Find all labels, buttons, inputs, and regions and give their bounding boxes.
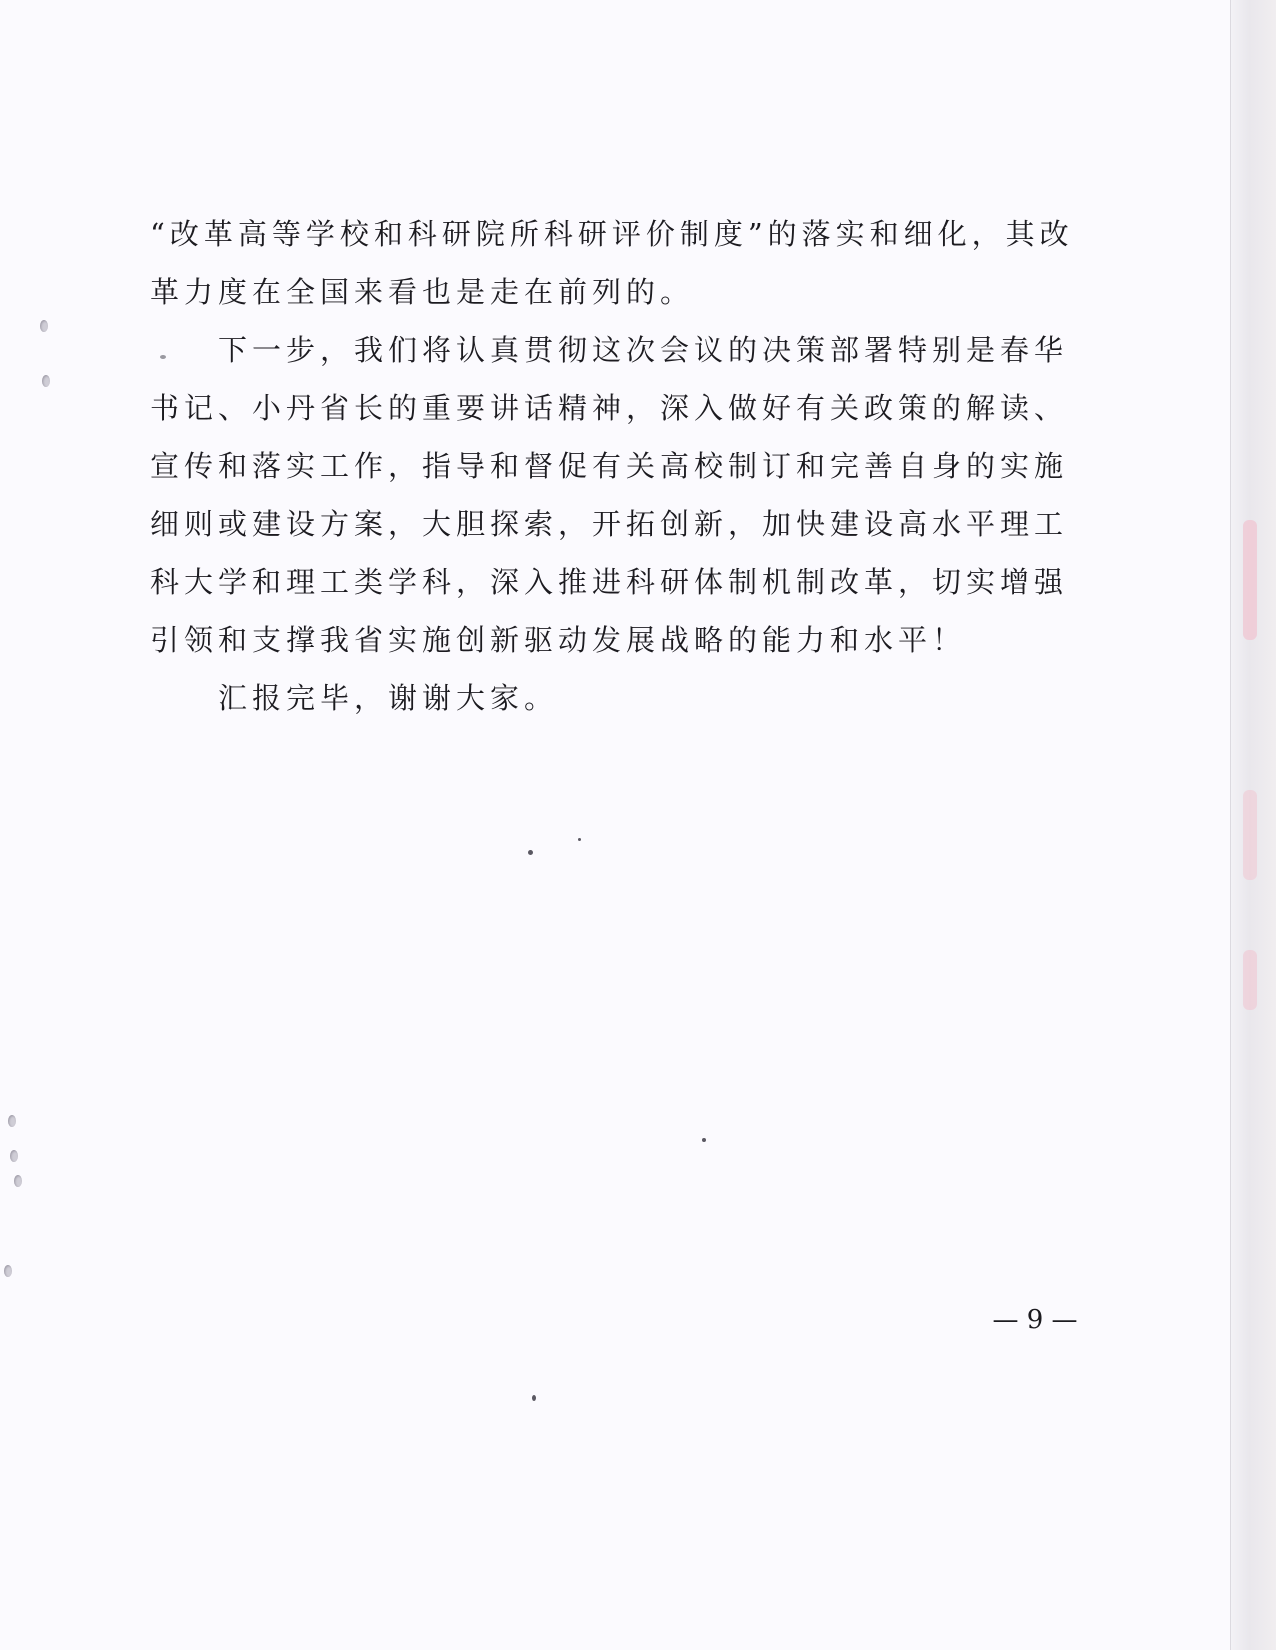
binding-hole xyxy=(10,1150,18,1162)
scan-speck xyxy=(528,850,533,855)
scan-speck xyxy=(532,1395,536,1401)
binding-hole xyxy=(42,375,50,387)
scan-speck xyxy=(578,838,581,841)
binding-hole xyxy=(40,320,48,332)
edge-stain xyxy=(1243,790,1257,880)
binding-hole xyxy=(4,1265,12,1277)
document-body xyxy=(150,205,1080,727)
paragraph-continuation: “改革高等学校和科研院所科研评价制度”的落实和细化，其改革力度在全国来看也是走在前列的。 xyxy=(150,217,1074,309)
edge-stain xyxy=(1243,950,1257,1010)
paragraph-next-steps: 下一步，我们将认真贯彻这次会议的决策部署特别是春华书记、小丹省长的重要讲话精神，深入做好有关政策的解读、宣传和落实工作，指导和督促有关高校制订和完善自身的实施细则或建设方案，大胆探索，开拓创新，加快建设高水平理工科大学和理工类学科，深入推进科研体制机制改革，切实增强引领和支撑我省实施创新驱动发展战略的能力和水平！ xyxy=(150,333,1069,657)
edge-stain xyxy=(1243,520,1257,640)
binding-hole xyxy=(8,1115,16,1127)
scan-speck xyxy=(702,1138,706,1142)
binding-hole xyxy=(14,1175,22,1187)
page-number: — 9 — xyxy=(992,1305,1078,1335)
paragraph-closing: 汇报完毕，谢谢大家。 xyxy=(218,681,559,715)
